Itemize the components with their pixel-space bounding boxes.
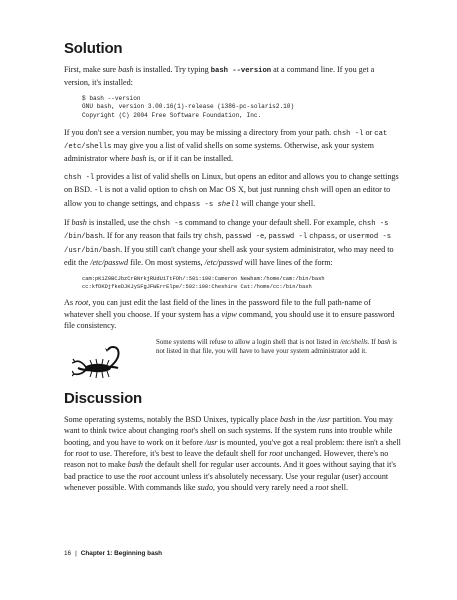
scorpion-icon [72,340,126,380]
warning-note [64,338,401,382]
solution-paragraph-3: chsh -l provides a list of valid shells on Linux, but opens an editor and allows you to change settings on BSD. -l is not a valid option to chsh on Mac OS X, but just running chsh will open an editor to allow you to change settings, and chpass -s shell will change your shell. [64,171,399,209]
discussion-heading: Discussion [64,389,143,407]
solution-heading: Solution [64,40,123,57]
solution-paragraph-2: If you don't see a version number, you may be missing a directory from your path. chsh -l or cat /etc/shells may give you a list of valid shells on some systems. Otherwise, ask your system administrator where bash is, or if it can be installed. [64,127,388,164]
solution-paragraph-5: As root, you can just edit the last field of the lines in the password file to the full path-name of whatever shell you choose. If your system has a vipw command, you should use it to ensure password file consistency. [64,298,395,331]
page-number: 16 [64,550,72,557]
footer-separator: | [75,550,77,557]
discussion-paragraph: Some operating systems, notably the BSD Unixes, typically place bash in the /usr partition. You may want to think twice about changing root's shell on such systems. If the system runs into trouble while booting, and you have to work on it before /usr is mounted, you've got a real problem: there isn't a shell for root to use. Therefore, it's best to leave the default shell for root unchanged. However, there's no reason not to make bash the default shell for regular user accounts. And it goes without saying that it's bad practice to use the root account unless it's absolutely necessary. Use your regular (user) account whenever possible. With commands like sudo, you should very rarely need a root shell. [64,414,401,493]
chapter-title: Chapter 1: Beginning bash [80,550,163,557]
bash-version-code-block: $ bash --version GNU bash, version 3.00.16(1)-release (i386-pc-solaris2.10) Copyright (C) 2004 Free Software Foundation, Inc. [82,94,295,119]
solution-paragraph-4: If bash is installed, use the chsh -s command to change your default shell. For example, chsh -s /bin/bash. If for any reason that fails try chsh, passwd -e, passwd -l chpass, or usermod -s /usr/bin/bash. If you still can't change your shell ask your system administrator, who may need to edit the /etc/passwd file. On most systems, /etc/passwd will have lines of the form: [64,218,394,268]
passwd-lines-code-block: cam:pK1Z9BCJbzCrBNrkjRUdUiTtFOh/:501:100:Cameron Newham:/home/cam:/bin/bash cc:kfDKDjfkeDJKJySFgJFWErrElpe/:502:100:Cheshire Cat:/home/cc:/bin/bash [82,275,325,291]
page-content [64,40,401,500]
page-footer [64,550,162,557]
solution-paragraph-1: First, make sure bash is installed. Try typing bash --version at a command line. If you get a version, it's installed: [64,65,375,88]
note-text: Some systems will refuse to allow a login shell that is not listed in /etc/shells. If bash is not listed in that file, you will have to have your system administrator add it. [156,338,397,356]
